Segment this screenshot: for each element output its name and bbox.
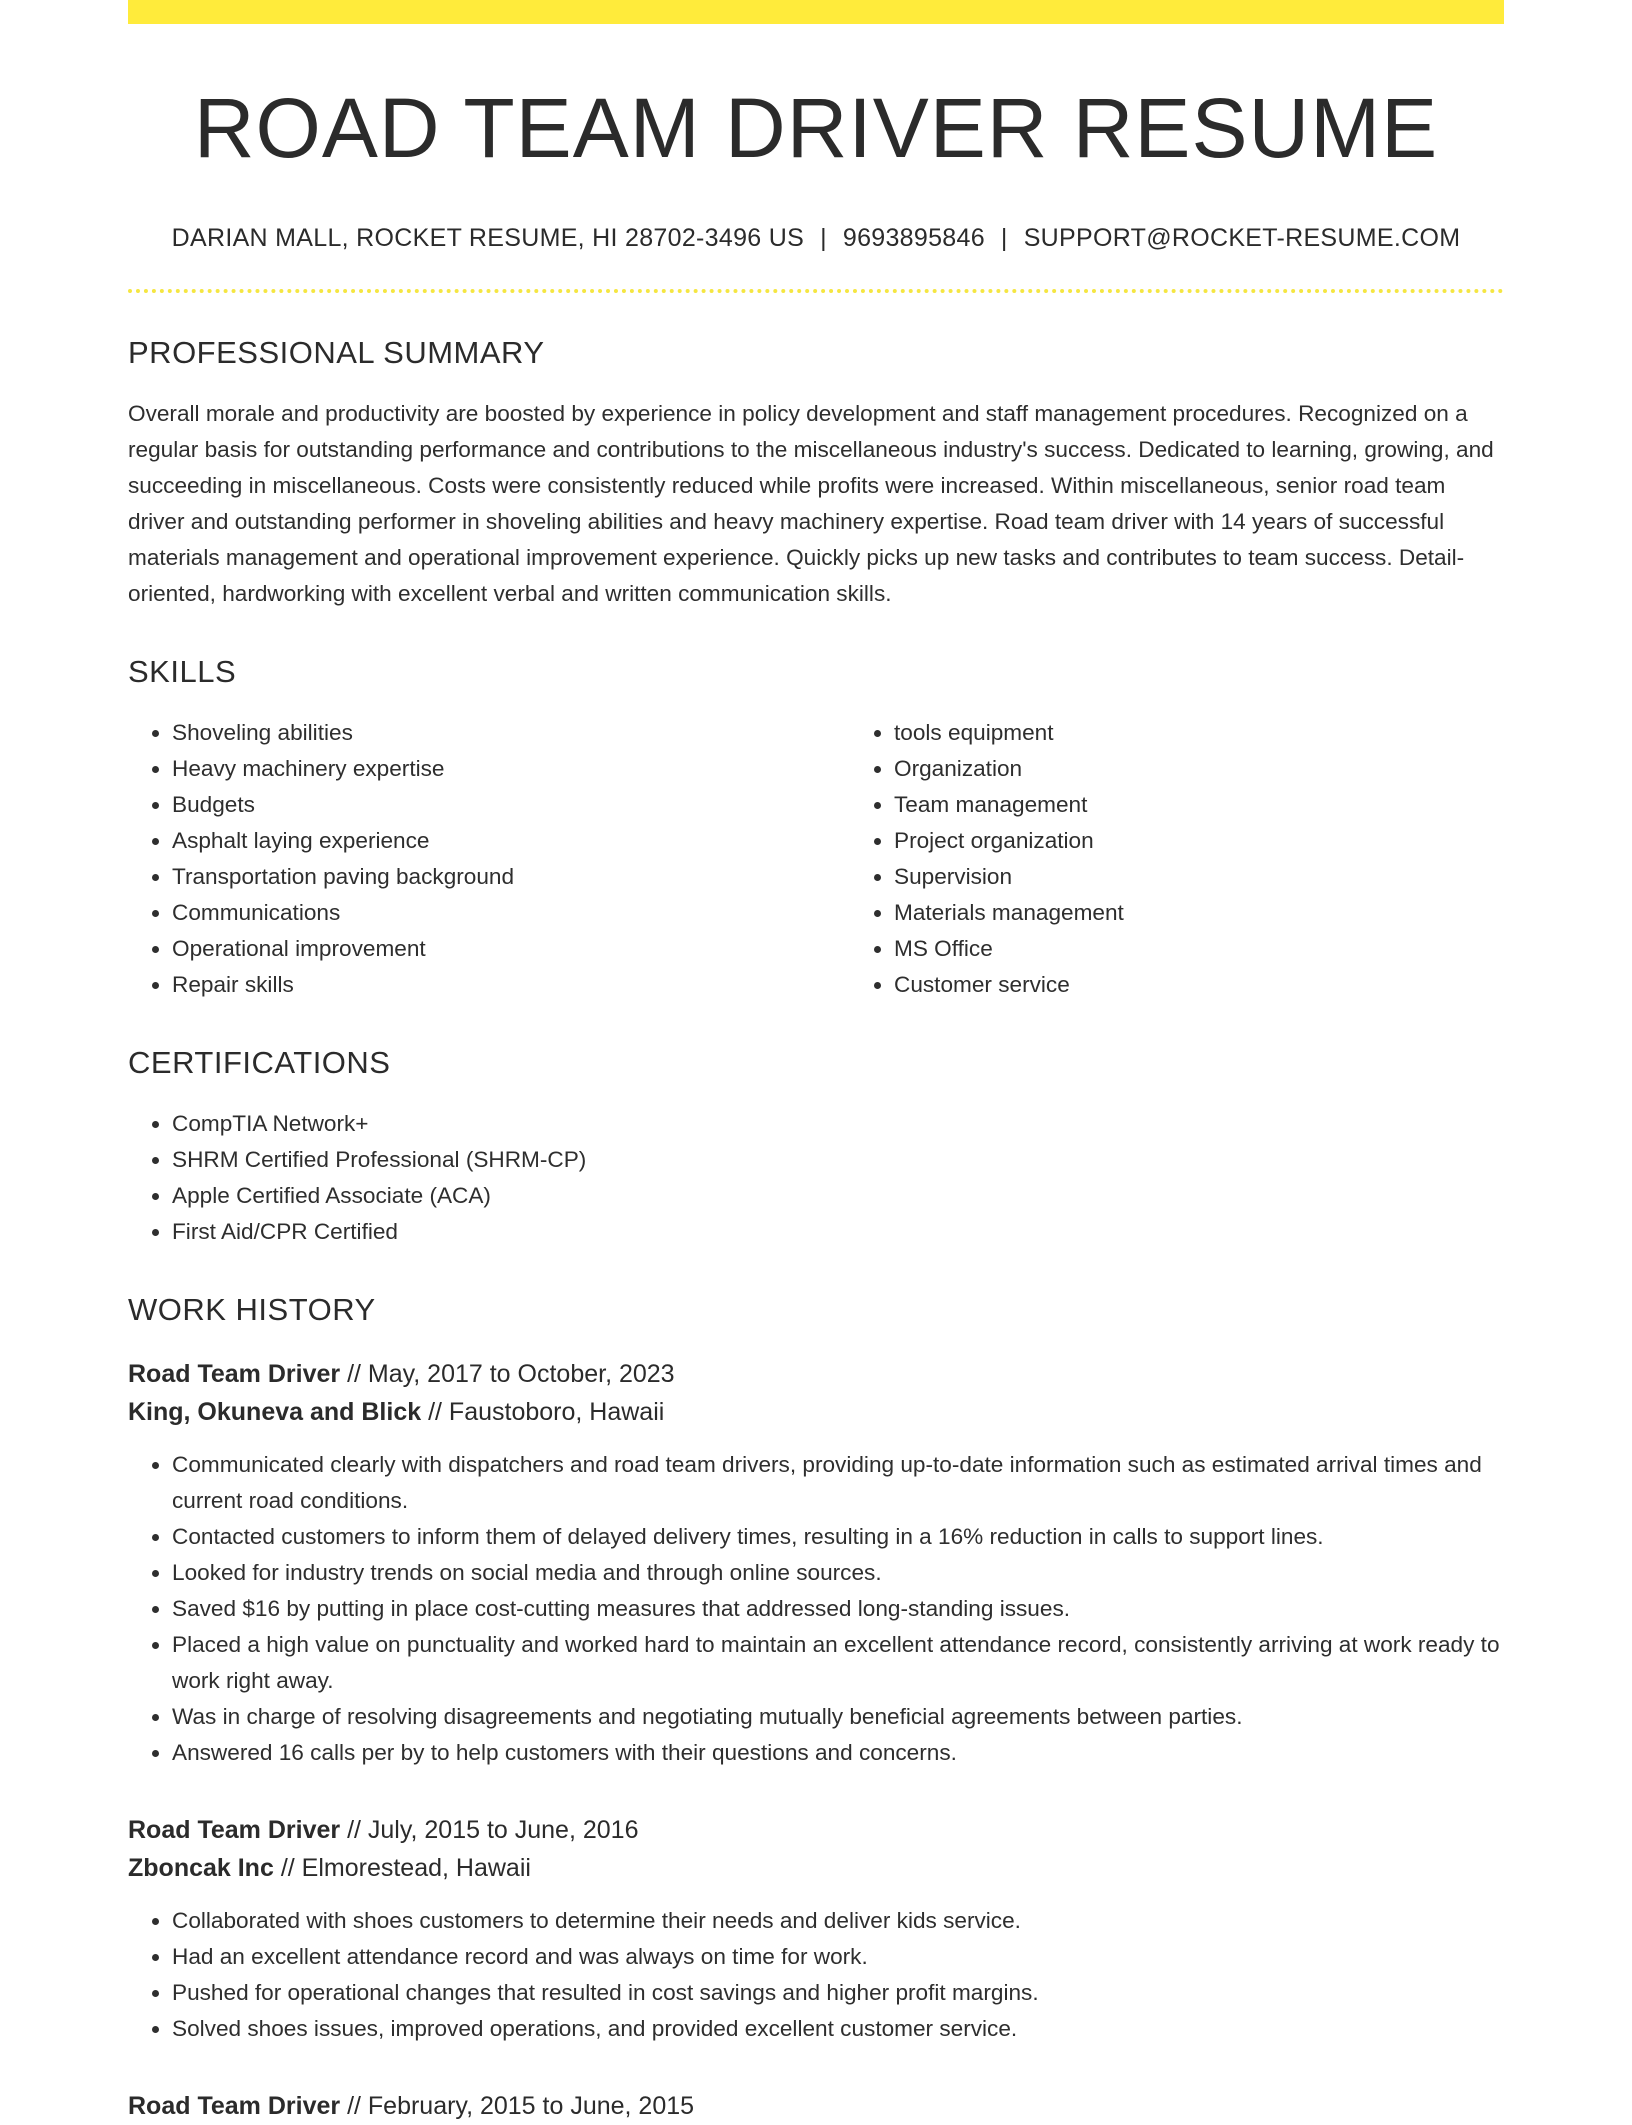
job-company-line [128,1849,1504,1887]
certification-item: • CompTIA Network+ [172,1106,1504,1142]
skills-list-left [128,715,850,1003]
job-bullet: • Collaborated with shoes customers to determine their needs and deliver kids service. [172,1903,1504,1939]
job-bullet: • Pushed for operational changes that resulted in cost savings and higher profit margins. [172,1975,1504,2011]
skill-item: • MS Office [894,931,1572,967]
skill-item: • Asphalt laying experience [172,823,850,859]
skill-item: • Transportation paving background [172,859,850,895]
skill-item: • tools equipment [894,715,1572,751]
job-company: King, Okuneva and Blick [128,1398,422,1427]
resume-page [128,0,1504,2125]
job-dates: // July, 2015 to June, 2016 [347,1816,639,1845]
contact-line [128,224,1504,253]
skill-item: • Customer service [894,967,1572,1003]
job-bullet: • Looked for industry trends on social media and through online sources. [172,1555,1504,1591]
contact-email: SUPPORT@ROCKET-RESUME.COM [1023,224,1461,253]
job-bullet: • Was in charge of resolving disagreements and negotiating mutually beneficial agreements between parties. [172,1699,1504,1735]
dotted-divider [128,289,1504,293]
job-title: Road Team Driver [128,1816,341,1845]
skill-item: • Heavy machinery expertise [172,751,850,787]
job-location: // Elmorestead, Hawaii [280,1854,531,1883]
job-bullet: • Solved shoes issues, improved operations, and provided excellent customer service. [172,2011,1504,2047]
summary-section [128,337,1504,612]
work-history-section [128,1294,1504,2125]
skill-item: • Project organization [894,823,1572,859]
job-bullet: • Placed a high value on punctuality and worked hard to maintain an excellent attendance record, consistently arriving at work ready to work right away. [172,1627,1504,1699]
certifications-section [128,1047,1504,1250]
job-bullets [128,1447,1504,1771]
certifications-list [128,1106,1504,1250]
skill-item: • Organization [894,751,1572,787]
certification-item: • SHRM Certified Professional (SHRM-CP) [172,1142,1504,1178]
certification-item: • First Aid/CPR Certified [172,1214,1504,1250]
skill-item: • Repair skills [172,967,850,1003]
job-title: Road Team Driver [128,2092,341,2121]
skills-columns [128,715,1504,1003]
contact-separator: | [1000,224,1008,253]
certifications-heading: CERTIFICATIONS [128,1045,391,1081]
job-bullets [128,1903,1504,2047]
skill-item: • Team management [894,787,1572,823]
job-entry [128,2087,1504,2125]
skill-item: • Shoveling abilities [172,715,850,751]
skill-item: • Materials management [894,895,1572,931]
job-bullet: • Contacted customers to inform them of delayed delivery times, resulting in a 16% reduction in calls to support lines. [172,1519,1504,1555]
job-title-line [128,2087,1504,2125]
summary-heading: PROFESSIONAL SUMMARY [128,335,545,371]
job-bullet: • Had an excellent attendance record and was always on time for work. [172,1939,1504,1975]
job-company-line [128,1393,1504,1431]
job-title-line [128,1355,1504,1393]
contact-separator: | [820,224,827,253]
skills-section [128,656,1504,1003]
job-title: Road Team Driver [128,1360,341,1389]
skill-item: • Supervision [894,859,1572,895]
page-title: ROAD TEAM DRIVER RESUME [193,81,1439,175]
certification-item: • Apple Certified Associate (ACA) [172,1178,1504,1214]
job-company: Zboncak Inc [128,1854,274,1883]
job-dates: // February, 2015 to June, 2015 [347,2092,695,2121]
skill-item: • Budgets [172,787,850,823]
skill-item: • Operational improvement [172,931,850,967]
job-bullet: • Answered 16 calls per by to help customers with their questions and concerns. [172,1735,1504,1771]
skill-item: • Communications [172,895,850,931]
job-bullet: • Saved $16 by putting in place cost-cutting measures that addressed long-standing issues. [172,1591,1504,1627]
job-location: // Faustoboro, Hawaii [428,1398,665,1427]
job-bullet: • Communicated clearly with dispatchers and road team drivers, providing up-to-date information such as estimated arrival times and current road conditions. [172,1447,1504,1519]
work-history-heading: WORK HISTORY [128,1292,376,1328]
accent-bar [128,0,1504,24]
job-dates: // May, 2017 to October, 2023 [347,1360,675,1389]
contact-phone: 9693895846 [842,224,985,253]
job-entry [128,1811,1504,2047]
job-entry [128,1355,1504,1771]
skills-heading: SKILLS [128,654,237,690]
job-title-line [128,1811,1504,1849]
contact-address: DARIAN MALL, ROCKET RESUME, HI 28702-3496 US [171,224,805,253]
skills-list-right [850,715,1572,1003]
summary-text: Overall morale and productivity are boosted by experience in policy development and staff management procedures. Recognized on a regular basis for outstanding performance and contributions to the miscellaneous industry's success. Dedicated to learning, growing, and succeeding in miscellaneous. Costs were consistently reduced while profits were increased. Within miscellaneous, senior road team driver and outstanding performer in shoveling abilities and heavy machinery expertise. Road team driver with 14 years of successful materials management and operational improvement experience. Quickly picks up new tasks and contributes to team success. Detail-oriented, hardworking with excellent verbal and written communication skills. [128,401,1494,607]
